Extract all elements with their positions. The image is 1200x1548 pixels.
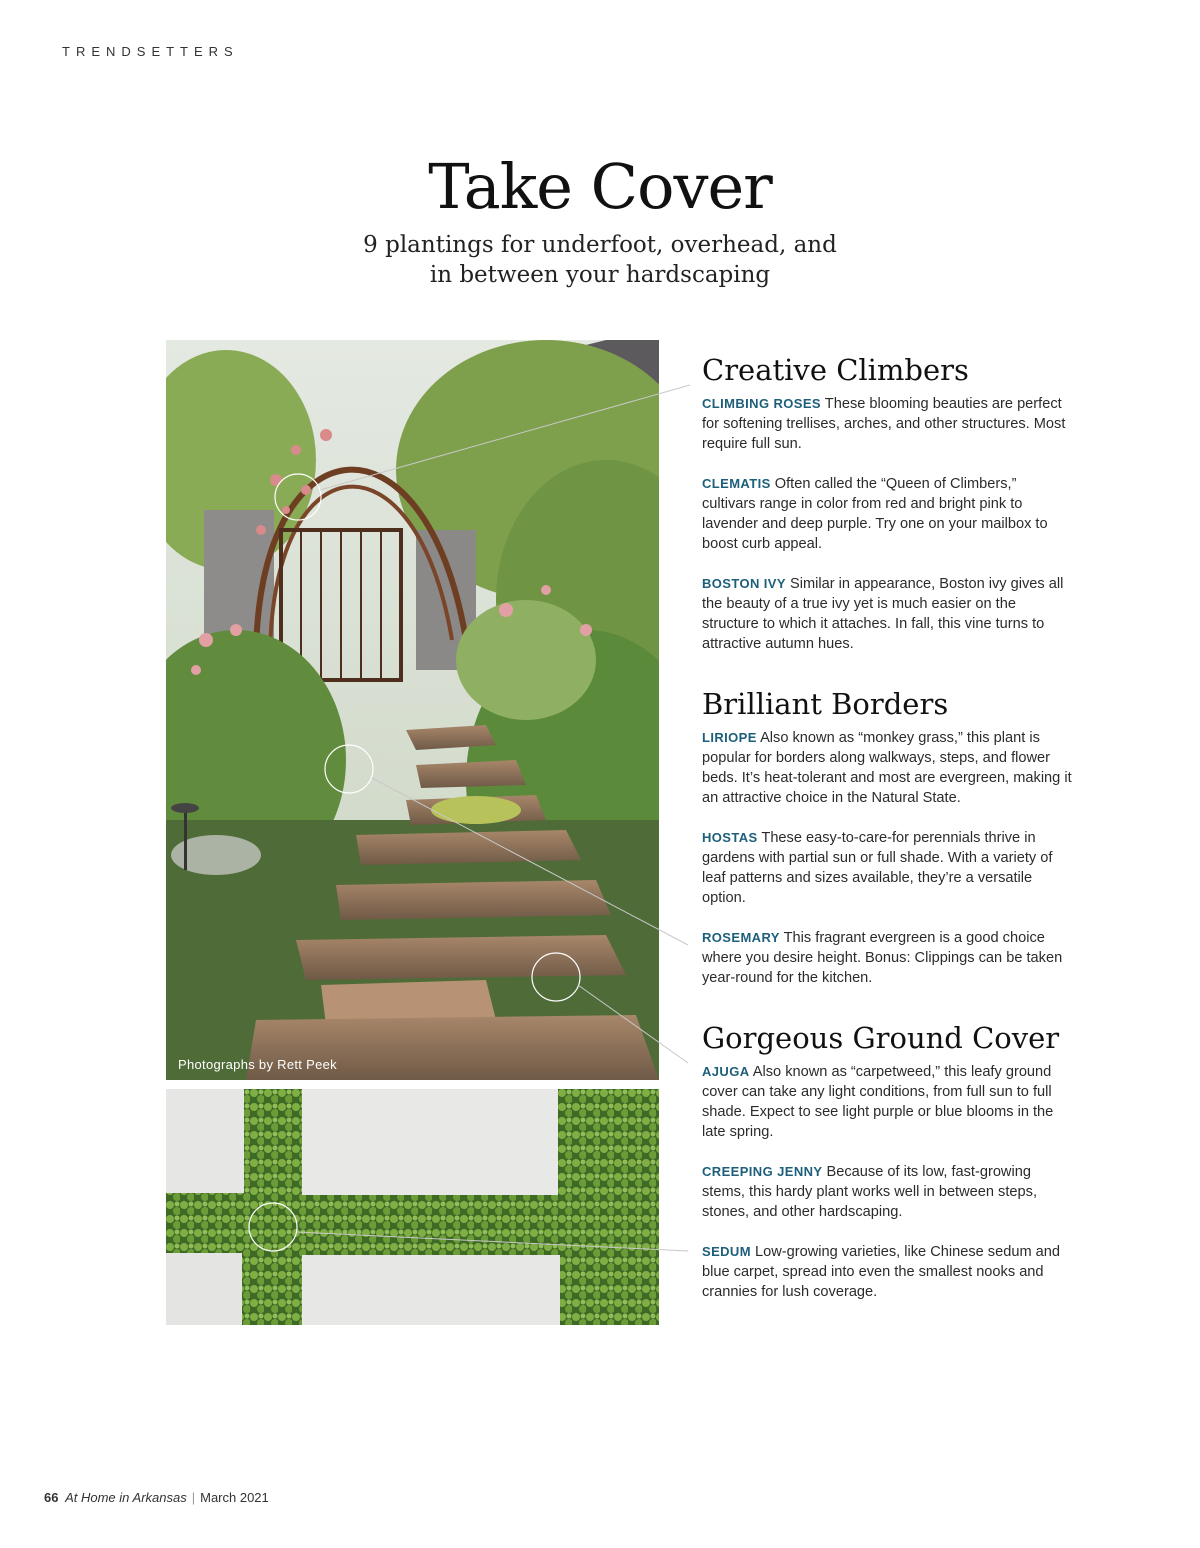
entry-name: CREEPING JENNY xyxy=(702,1164,823,1179)
garden-path-illustration xyxy=(166,340,659,1080)
group-creative-climbers xyxy=(702,352,1072,654)
entry-text: Often called the “Queen of Climbers,” cultivars range in color from red and bright pink to lavender and deep purple. Try one on your mailbox to boost curb appeal. xyxy=(702,476,1048,552)
entry-climbing-roses xyxy=(702,394,1072,454)
group-heading: Brilliant Borders xyxy=(702,687,949,721)
group-heading: Creative Climbers xyxy=(702,353,969,387)
page-number: 66 xyxy=(44,1490,59,1505)
page-subtitle xyxy=(300,230,900,290)
entry-name: AJUGA xyxy=(702,1064,750,1079)
entry-name: ROSEMARY xyxy=(702,930,780,945)
group-heading: Gorgeous Ground Cover xyxy=(702,1021,1060,1055)
entry-rosemary xyxy=(702,928,1072,988)
entry-text: Similar in appearance, Boston ivy gives all the beauty of a true ivy yet is much easier on the structure to which it attaches. In fall, this vine turns to attractive autumn hues. xyxy=(702,576,1064,652)
page-footer xyxy=(44,1490,269,1505)
entry-text: Also known as “monkey grass,” this plant is popular for borders along walkways, steps, and flower beds. It’s heat-tolerant and most are evergreen, making it an attractive choice in the Natural State. xyxy=(702,730,1072,806)
entry-sedum xyxy=(702,1242,1072,1302)
entry-creeping-jenny xyxy=(702,1162,1072,1222)
subtitle-line-2: in between your hardscaping xyxy=(429,262,771,288)
garden-path-photo xyxy=(166,340,659,1080)
entry-text: This fragrant evergreen is a good choice where you desire height. Bonus: Clippings can be taken year-round for the kitchen. xyxy=(702,930,1063,986)
entry-name: HOSTAS xyxy=(702,830,758,845)
sedum-pavers-illustration xyxy=(166,1089,659,1325)
subtitle-line-1: 9 plantings for underfoot, overhead, and xyxy=(363,232,837,258)
entry-text: Because of its low, fast-growing stems, this hardy plant works well in between steps, stones, and other hardscaping. xyxy=(702,1164,1037,1220)
entry-name: SEDUM xyxy=(702,1244,751,1259)
section-tag: TRENDSETTERS xyxy=(62,44,239,59)
entry-name: LIRIOPE xyxy=(702,730,757,745)
plant-list xyxy=(702,352,1072,1302)
page-title: Take Cover xyxy=(428,150,772,223)
entry-clematis xyxy=(702,474,1072,554)
entry-name: CLEMATIS xyxy=(702,476,771,491)
entry-liriope xyxy=(702,728,1072,808)
entry-text: These easy-to-care-for perennials thrive in gardens with partial sun or full shade. With a variety of leaf patterns and sizes available, they’re a versatile option. xyxy=(702,830,1053,906)
entry-ajuga xyxy=(702,1062,1072,1142)
magazine-name: At Home in Arkansas xyxy=(65,1490,187,1505)
entry-boston-ivy xyxy=(702,574,1072,654)
entry-text: Low-growing varieties, like Chinese sedum and blue carpet, spread into even the smallest nooks and crannies for lush coverage. xyxy=(702,1244,1061,1300)
issue-date: March 2021 xyxy=(200,1490,269,1505)
entry-name: CLIMBING ROSES xyxy=(702,396,821,411)
footer-separator: | xyxy=(191,1490,196,1505)
group-brilliant-borders xyxy=(702,686,1072,988)
group-gorgeous-ground-cover xyxy=(702,1020,1072,1302)
entry-name: BOSTON IVY xyxy=(702,576,786,591)
entry-text: Also known as “carpetweed,” this leafy ground cover can take any light conditions, from full sun to full shade. Expect to see light purple or blue blooms in the late spring. xyxy=(702,1064,1054,1140)
photo-credit: Photographs by Rett Peek xyxy=(178,1057,337,1072)
entry-text: These blooming beauties are perfect for softening trellises, arches, and other structures. Most require full sun. xyxy=(702,396,1066,452)
entry-hostas xyxy=(702,828,1072,908)
sedum-pavers-photo xyxy=(166,1089,659,1325)
